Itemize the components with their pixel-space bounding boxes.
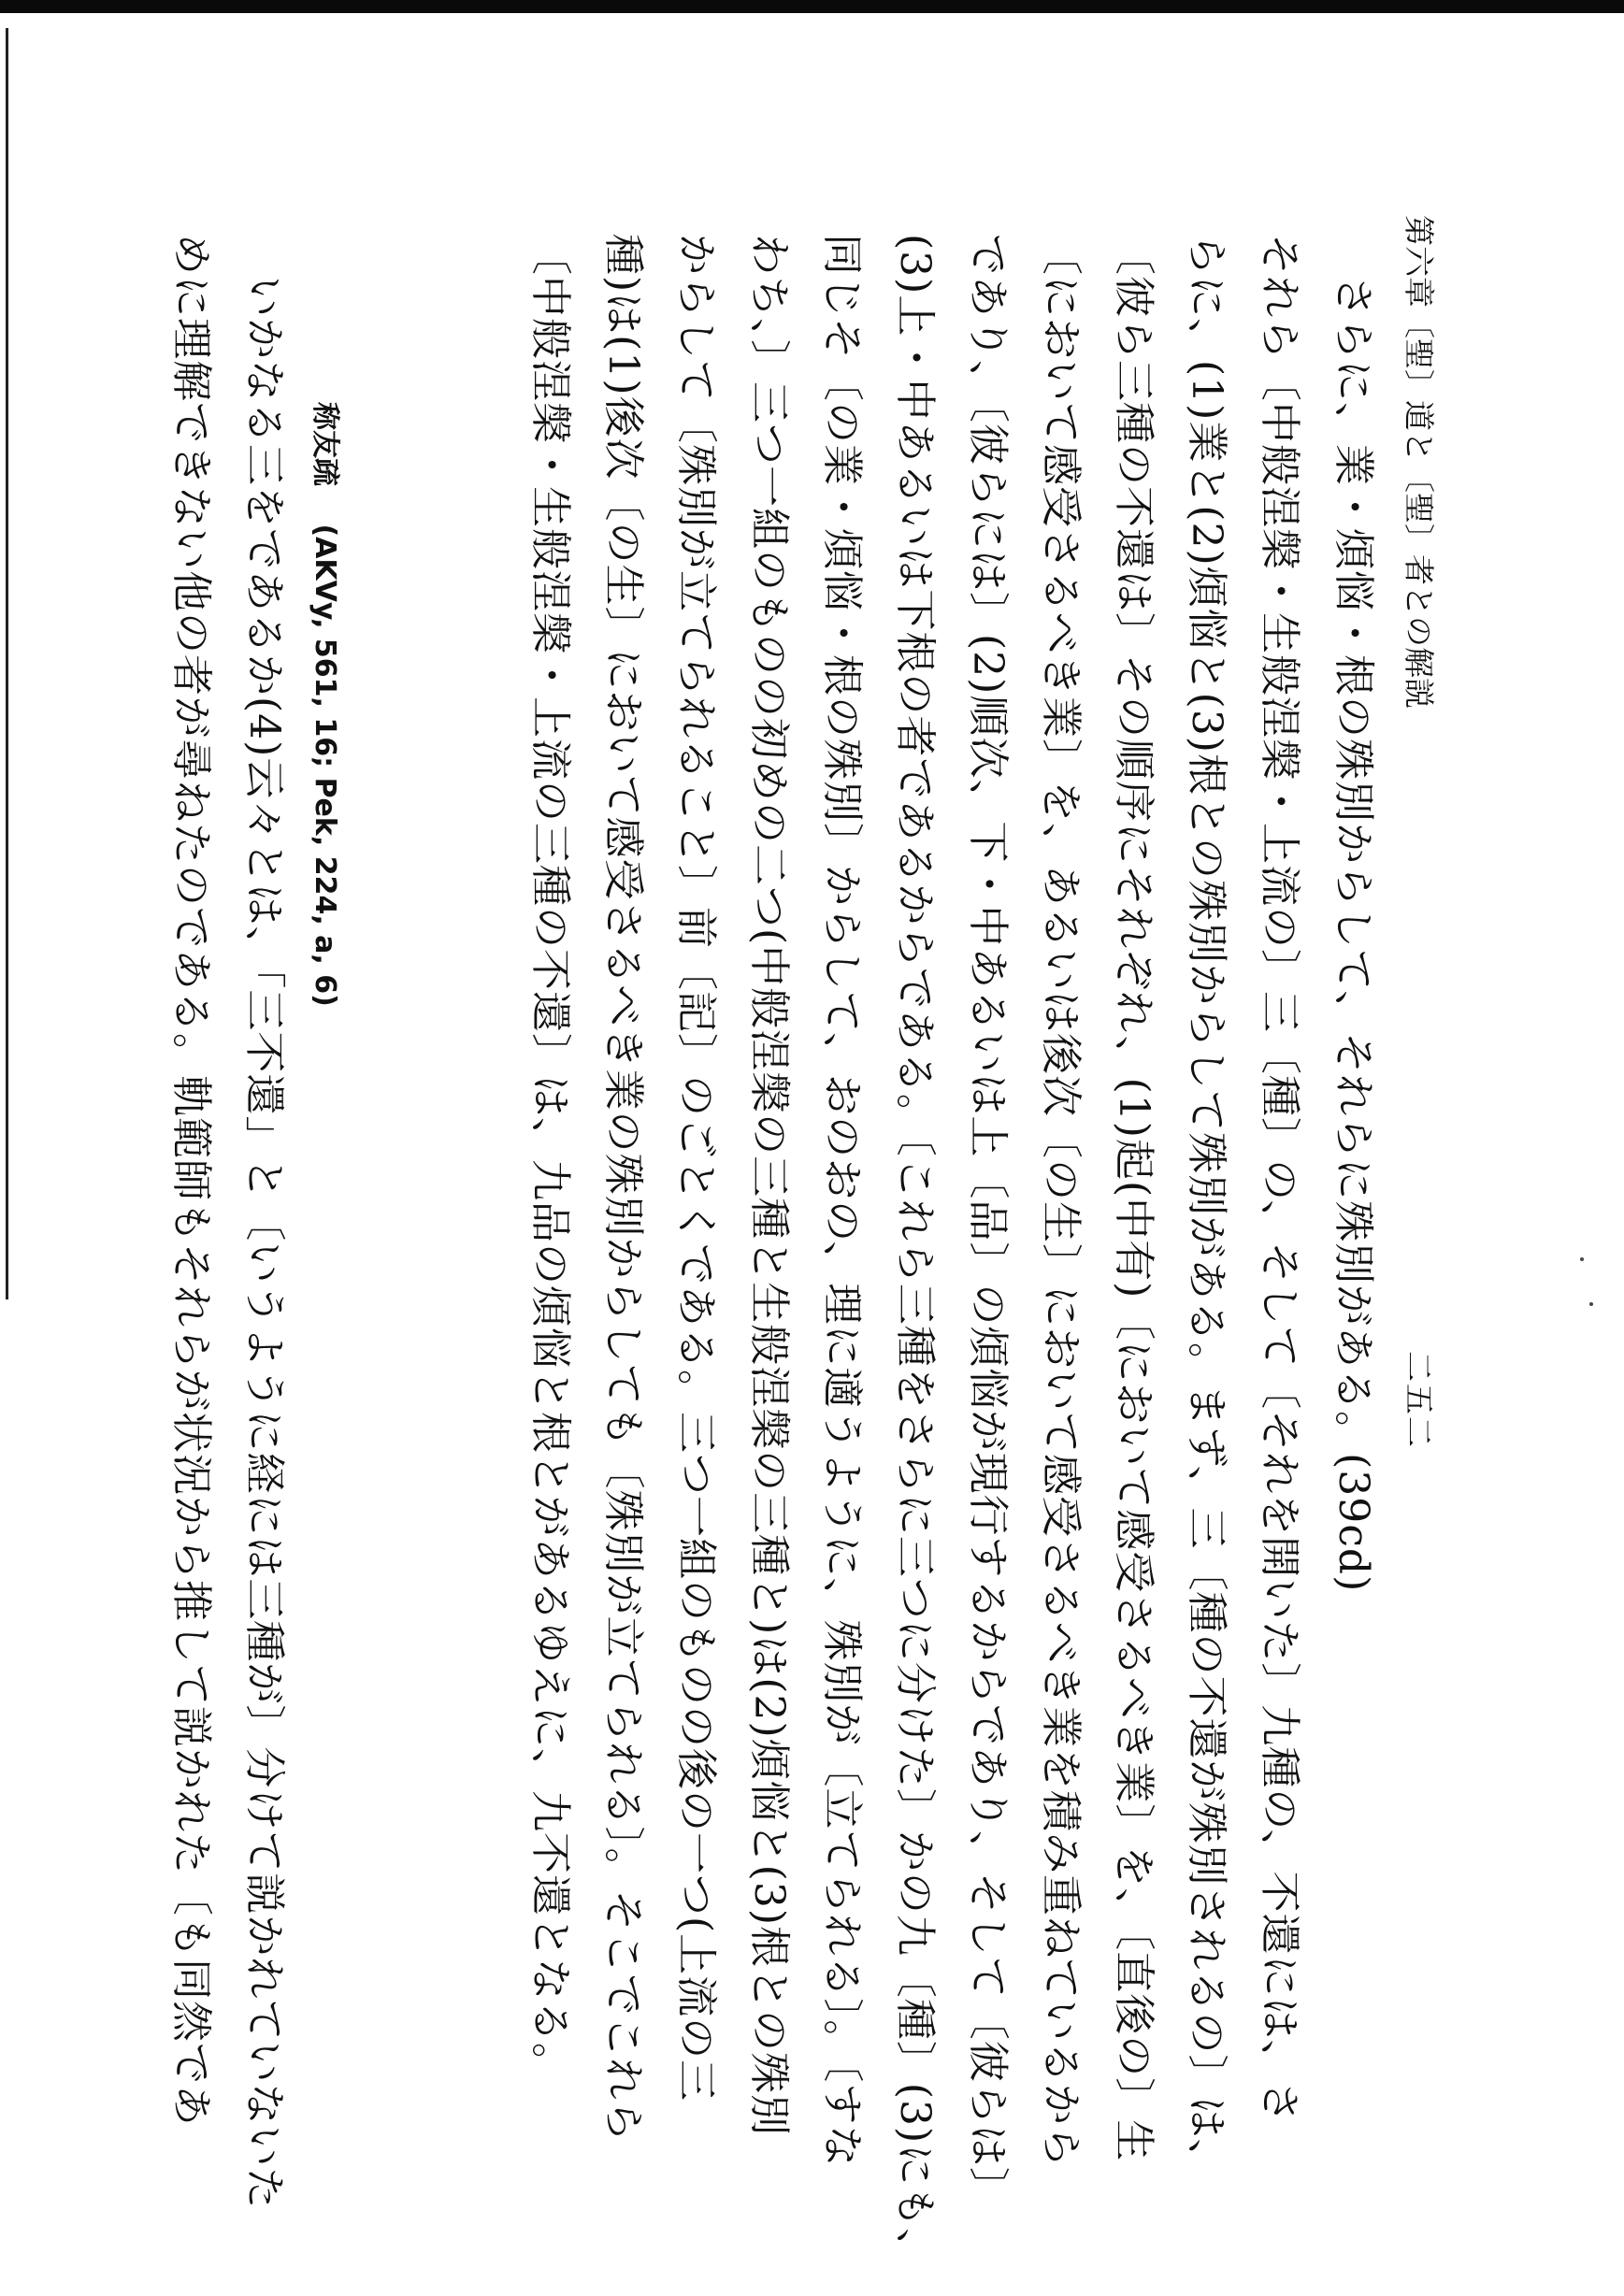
text-line: (3)上・中あるいは下根の者であるからである。〔これら三種をさらに三つに分けた〕かの九〔種〕(3)にも、 [891, 234, 939, 2271]
text-line: からして〔殊別が立てられること〕前〔記〕のごとくである。三つ一組のものの後の一つ(上流の三 [672, 234, 720, 2102]
text-line: 〔において感受さるべき業〕を、あるいは後次〔の生〕において感受さるべき業を積み重ねているから [1037, 234, 1085, 2168]
text-line: 種)は(1)後次〔の生〕において感受さるべき業の殊別からしても〔殊別が立てられる〕。そこでこれら [599, 234, 647, 2143]
page-number: 二五二 [1401, 1351, 1437, 1449]
commentary-reference: (AKVy, 561, 16; Pek, 224, a, 6) [309, 524, 341, 1007]
text-line: さらに、業・煩悩・根の殊別からして、それらに殊別がある。(39cd) [1329, 276, 1377, 1593]
text-line: らに、(1)業と(2)煩悩と(3)根との殊別からして殊別がある。まず、三〔種の不還が殊別されるの〕は、 [1183, 234, 1230, 2181]
commentary-label: 称友疏 [309, 402, 341, 486]
text-line: わち、〕三つ一組のものの初めの二つ(中般涅槃の三種と生般涅槃の三種と)は(2)煩悩と(3)根との殊別 [745, 234, 793, 2136]
text-line: 〔彼ら三種の不還は〕その順序にそれぞれ、(1)起(中有)〔において感受さるべき業〕を、〔直後の〕生 [1110, 234, 1157, 2162]
text-line: 同じそ〔の業・煩悩・根の殊別〕からして、おのおの、理に適うように、殊別が〔立てられる〕。〔すな [818, 234, 866, 2168]
text-line: であり、〔彼らには〕(2)順次、下・中あるいは上〔品〕の煩悩が現行するからであり、そして〔彼らは〕 [964, 234, 1012, 2209]
commentary-heading [301, 402, 348, 1007]
commentary-line: めに理解できない他の者が尋ねたのである。軌範師もそれらが状況から推して説かれた〔も同然であ [167, 234, 215, 2127]
commentary-line: いかなる三をであるか(4)云々とは、「三不還」と〔いうように経には三種が〕分けて説かれていないた [240, 276, 288, 2210]
running-header-chapter: 第六章〔聖〕道と〔聖〕者との解説 [1401, 215, 1437, 709]
text-line: それら〔中般涅槃・生般涅槃・上流の〕三〔種〕の、そして〔それを開いた〕九種の、不還には、さ [1256, 234, 1303, 2124]
text-line: 〔中般涅槃・生般涅槃・上流の三種の不還〕は、九品の煩悩と根とがあるゆえに、九不還となる。 [526, 234, 574, 2085]
